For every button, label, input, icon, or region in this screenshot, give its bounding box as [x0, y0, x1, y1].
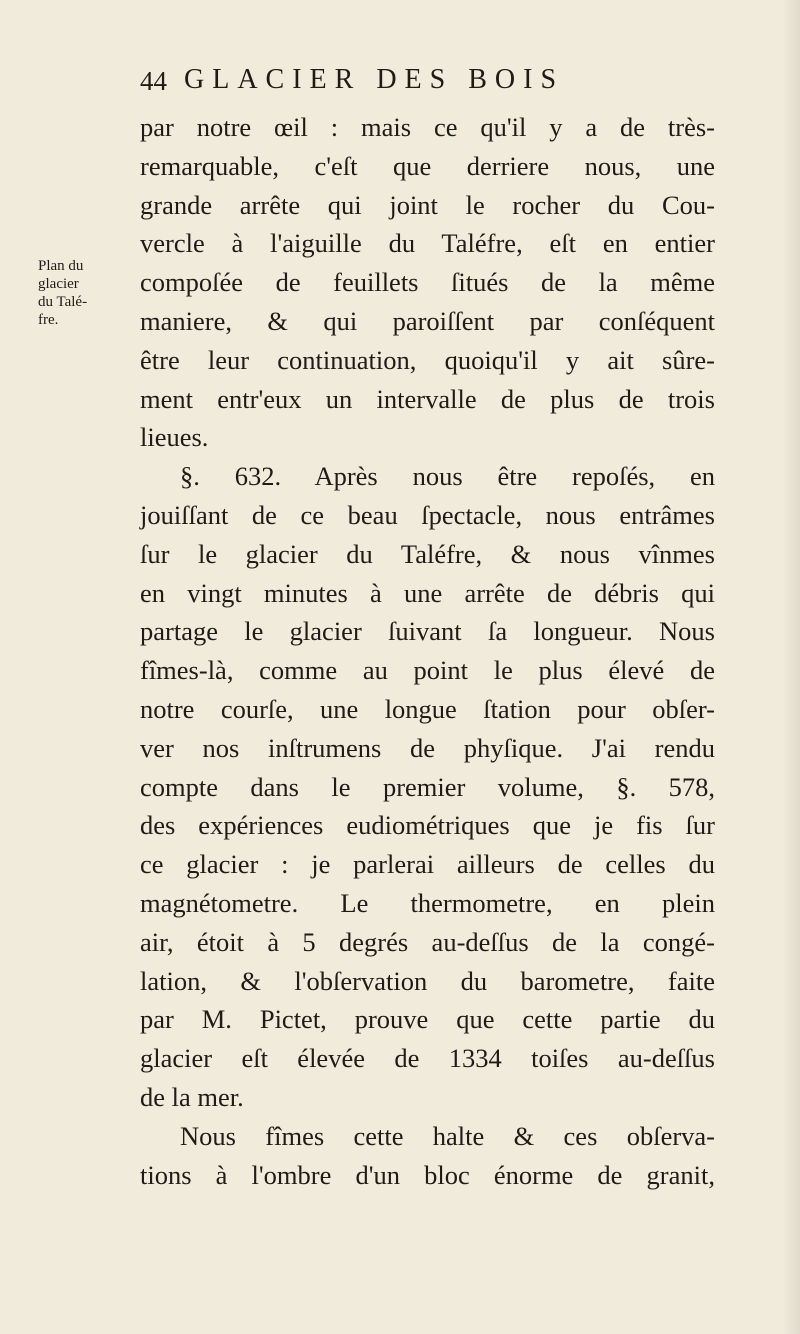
text-line: tions à l'ombre d'un bloc énorme de granit, — [140, 1159, 715, 1190]
margin-note-line: glacier — [38, 276, 79, 292]
text-line: jouiſſant de ce beau ſpectacle, nous entrâmes — [140, 499, 715, 530]
page-header — [140, 66, 700, 102]
text-line: glacier eſt élevée de 1334 toiſes au-deſſus — [140, 1043, 715, 1074]
text-line: partage le glacier ſuivant ſa longueur. Nous — [140, 616, 715, 647]
text-line: des expériences eudiométriques que je fis ſur — [140, 810, 715, 841]
text-line: ver nos inſtrumens de phyſique. J'ai rendu — [140, 732, 715, 763]
text-line: air, étoit à 5 degrés au-deſſus de la congé- — [140, 926, 715, 957]
text-line: remarquable, c'eſt que derriere nous, une — [140, 150, 715, 181]
text-line: ment entr'eux un intervalle de plus de trois — [140, 383, 715, 414]
text-line: compte dans le premier volume, §. 578, — [140, 771, 715, 802]
margin-note-line: fre. — [38, 312, 59, 328]
text-line: de la mer. — [140, 1081, 244, 1112]
margin-note-line: Plan du — [38, 258, 84, 274]
text-line: par notre œil : mais ce qu'il y a de très- — [140, 112, 715, 142]
running-title: GLACIER DES BOIS — [184, 64, 565, 95]
page-edge — [782, 0, 800, 1334]
text-line: être leur continuation, quoiqu'il y ait sûre- — [140, 344, 715, 375]
text-line: magnétometre. Le thermometre, en plein — [140, 887, 715, 918]
text-line: par M. Pictet, prouve que cette partie du — [140, 1004, 715, 1035]
text-line: maniere, & qui paroiſſent par conſéquent — [140, 305, 715, 336]
text-line: vercle à l'aiguille du Taléfre, eſt en entier — [140, 228, 715, 259]
text-line: lieues. — [140, 422, 209, 453]
margin-note-line: du Talé- — [38, 294, 88, 310]
text-line: grande arrête qui joint le rocher du Cou- — [140, 189, 715, 220]
text-line: en vingt minutes à une arrête de débris qui — [140, 577, 715, 608]
text-line: fîmes-là, comme au point le plus élevé de — [140, 655, 715, 686]
text-line: lation, & l'obſervation du barometre, faite — [140, 965, 715, 996]
text-line: compoſée de feuillets ſitués de la même — [140, 267, 715, 298]
section-start-line: §. 632. Après nous être repoſés, en — [180, 461, 715, 492]
text-line: ſur le glacier du Taléfre, & nous vînmes — [140, 538, 715, 569]
page-number: 44 — [140, 66, 167, 96]
text-line: ce glacier : je parlerai ailleurs de celles du — [140, 849, 715, 880]
text-line: notre courſe, une longue ſtation pour obſer- — [140, 693, 715, 724]
body-text — [140, 108, 715, 1194]
margin-note — [38, 257, 128, 329]
paragraph-start-line: Nous fîmes cette halte & ces obſerva- — [180, 1120, 715, 1151]
